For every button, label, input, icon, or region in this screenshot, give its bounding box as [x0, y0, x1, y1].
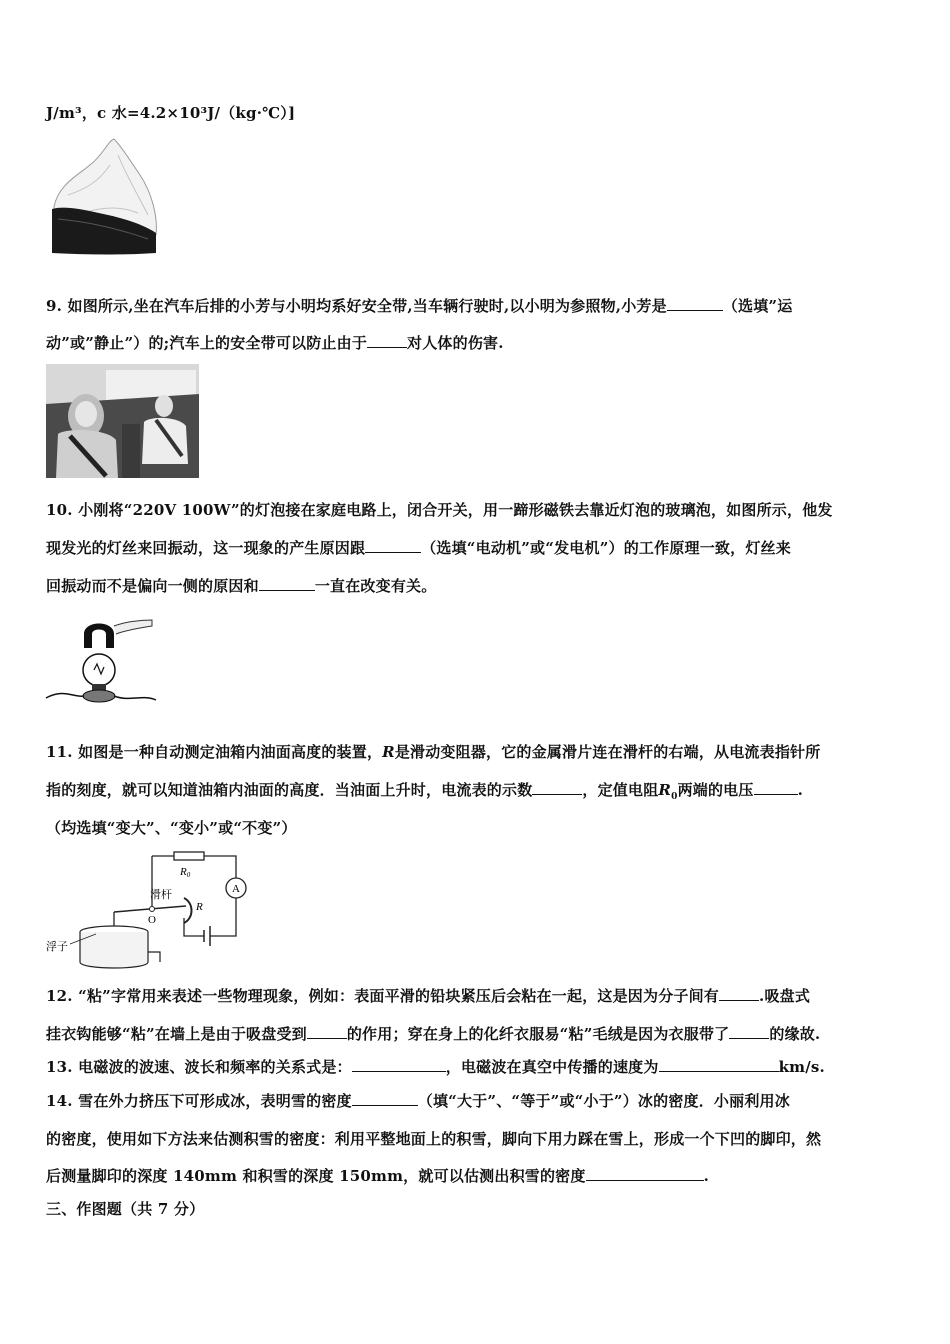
q9-number: 9. [46, 297, 63, 315]
q10-line3: 回振动而不是偏向一侧的原因和 一直在改变有关。 [46, 577, 437, 595]
q14-line3: 后测量脚印的深度 140mm 和积雪的深度 150mm，就可以估测出积雪的密度 . [46, 1167, 710, 1185]
q11-line2: 指的刻度，就可以知道油箱内油面的高度．当油面上升时，电流表的示数 ，定值电阻$R_0$两端的电压 . [46, 781, 804, 802]
q13-line1: 13. 电磁波的波速、波长和频率的关系式是： ，电磁波在真空中传播的速度为 km/s. [46, 1058, 825, 1076]
oil-tank-circuit-figure [44, 848, 254, 978]
r0-label: R0 [180, 866, 191, 879]
r-label: R [196, 901, 203, 913]
q10-line2: 现发光的灯丝来回振动，这一现象的产生原因跟 （选填“电动机”或“发电机”）的工作原理一致，灯丝来 [46, 539, 791, 557]
q10-blank-2[interactable] [259, 576, 315, 591]
q14-line2: 的密度，使用如下方法来估测积雪的密度：利用平整地面上的积雪，脚向下用力踩在雪上，形成一个下凹的脚印，然 [46, 1130, 822, 1148]
q12-blank-3[interactable] [729, 1024, 769, 1039]
section3-heading: 三、作图题（共 7 分） [46, 1200, 205, 1218]
q11-blank-1[interactable] [532, 780, 582, 795]
q10-line1: 10. 小刚将“220V 100W”的灯泡接在家庭电路上，闭合开关，用一蹄形磁铁去靠近灯泡的玻璃泡，如图所示，他发 [46, 501, 833, 519]
q12-number: 12. [46, 987, 73, 1005]
magnet-bulb-figure [44, 612, 159, 710]
q13-blank-1[interactable] [352, 1057, 446, 1072]
q9-line2: 动”或”静止”）的;汽车上的安全带可以防止由于 对人体的伤害. [46, 334, 504, 352]
q12-blank-2[interactable] [307, 1024, 347, 1039]
q12-blank-1[interactable] [719, 986, 759, 1001]
prev-unit-line [46, 103, 904, 123]
q14-blank-1[interactable] [352, 1091, 418, 1106]
q14-line1: 14. 雪在外力挤压下可形成冰，表明雪的密度 （填“大于”、“等于”或“小于”）冰的密度．小丽利用冰 [46, 1092, 790, 1110]
q9-blank-1[interactable] [667, 296, 723, 311]
q14-number: 14. [46, 1092, 73, 1110]
car-seat-photo [46, 364, 199, 478]
q10-number: 10. [46, 501, 73, 519]
pivot-label: O [148, 914, 156, 926]
q9-line1: 9. 如图所示,坐在汽车后排的小芳与小明均系好安全带,当车辆行驶时,以小明为参照物,小芳是 （选填”运 [46, 297, 793, 315]
q10-blank-1[interactable] [365, 538, 421, 553]
q12-line2: 挂衣钩能够“粘”在墙上是由于吸盘受到 的作用；穿在身上的化纤衣服易“粘”毛绒是因为衣服带了 的缘故. [46, 1025, 821, 1043]
q13-number: 13. [46, 1058, 73, 1076]
q13-blank-2[interactable] [659, 1057, 779, 1072]
float-label: 浮子 [46, 941, 68, 953]
q11-number: 11. [46, 743, 73, 761]
ammeter-label: A [232, 883, 240, 895]
q9-blank-2[interactable] [367, 333, 407, 348]
q11-line1: 11. 如图是一种自动测定油箱内油面高度的装置，R是滑动变阻器，它的金属滑片连在滑杆的右端，从电流表指针所 [46, 743, 821, 761]
unit-text: J/m³，c 水=4.2×10³J/（kg·℃）] [46, 104, 296, 122]
q11-line3: （均选填“变大”、“变小”或“不变”） [46, 819, 297, 837]
q14-blank-2[interactable] [586, 1166, 704, 1181]
q12-line1: 12. “粘”字常用来表述一些物理现象，例如：表面平滑的铅块紧压后会粘在一起，这是因为分子间有 .吸盘式 [46, 987, 811, 1005]
q11-blank-2[interactable] [754, 780, 798, 795]
rod-label: 滑杆 [150, 889, 172, 901]
foam-block-image [48, 135, 163, 257]
